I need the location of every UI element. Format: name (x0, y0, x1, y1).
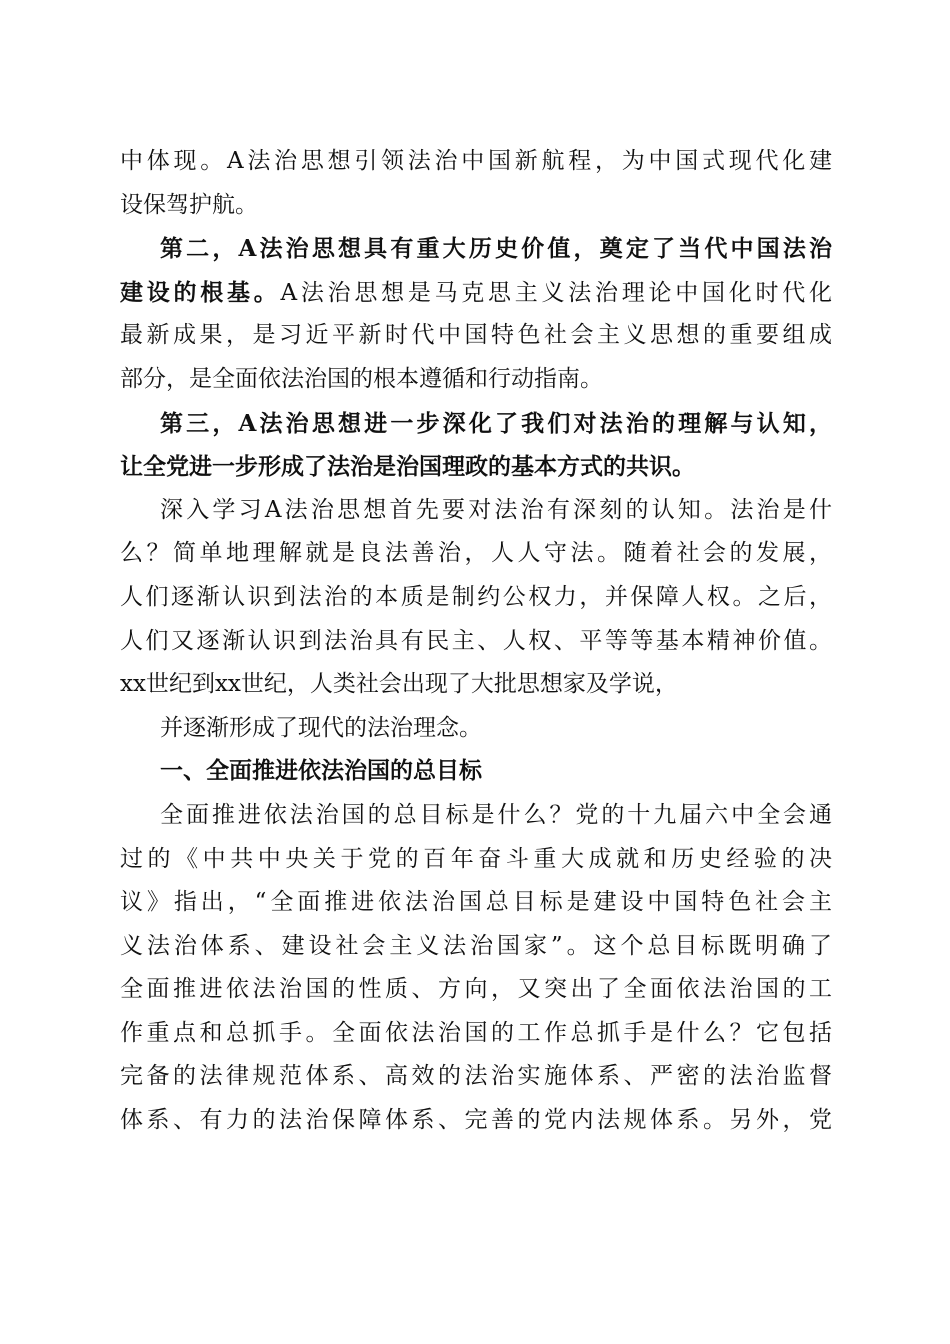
text-line-1: 中体现。A法治思想引领法治中国新航程，为中国式现代化建 (120, 148, 832, 174)
text-line-22: 体系、有力的法治保障体系、完善的党内法规体系。另外，党 (120, 1107, 832, 1134)
text-line-4 (120, 271, 832, 315)
section-heading: 一、全面推进依法治国的总目标 (160, 758, 482, 785)
text-line-12: 人们又逐渐认识到法治具有民主、人权、平等等基本精神价值。 (120, 627, 832, 654)
text-line-5: 最新成果，是习近平新时代中国特色社会主义思想的重要组成 (120, 322, 832, 349)
text-line-21: 完备的法律规范体系、高效的法治实施体系、严密的法治监督 (120, 1063, 832, 1090)
text-line-2: 设保驾护航。 (120, 191, 258, 218)
text-line-7: 第三，A法治思想进一步深化了我们对法治的理解与认知， (160, 409, 832, 437)
text-line-13: xx世纪到xx世纪，人类社会出现了大批思想家及学说， (120, 671, 678, 698)
text-line-6: 部分，是全面依法治国的根本遵循和行动指南。 (120, 365, 603, 392)
document-body (120, 140, 832, 1143)
text-line-10: 么？简单地理解就是良法善治，人人守法。随着社会的发展， (120, 540, 832, 567)
text-line-15: 全面推进依法治国的总目标是什么？党的十九届六中全会通 (160, 801, 832, 828)
text-line-3: 第二，A法治思想具有重大历史价值，奠定了当代中国法治 (160, 235, 832, 263)
text-line-9: 深入学习A法治思想首先要对法治有深刻的认知。法治是什 (160, 496, 832, 523)
text-line-18: 义法治体系、建设社会主义法治国家”。这个总目标既明确了 (120, 932, 832, 959)
text-line-20: 作重点和总抓手。全面依法治国的工作总抓手是什么？它包括 (120, 1019, 832, 1046)
text-line-19: 全面推进依法治国的性质、方向，又突出了全面依法治国的工 (120, 976, 832, 1003)
text-line-4-bold: 建设的根基。 (120, 278, 281, 306)
text-line-4-regular: A法治思想是马克思主义法治理论中国化时代化 (280, 279, 832, 306)
text-line-11: 人们逐渐认识到法治的本质是制约公权力，并保障人权。之后， (120, 583, 832, 610)
text-line-8: 让全党进一步形成了法治是治国理政的基本方式的共识。 (120, 453, 695, 481)
text-line-14: 并逐渐形成了现代的法治理念。 (160, 714, 482, 741)
text-line-16: 过的《中共中央关于党的百年奋斗重大成就和历史经验的决 (120, 845, 832, 872)
text-line-17: 议》指出，“全面推进依法治国总目标是建设中国特色社会主 (120, 889, 832, 916)
